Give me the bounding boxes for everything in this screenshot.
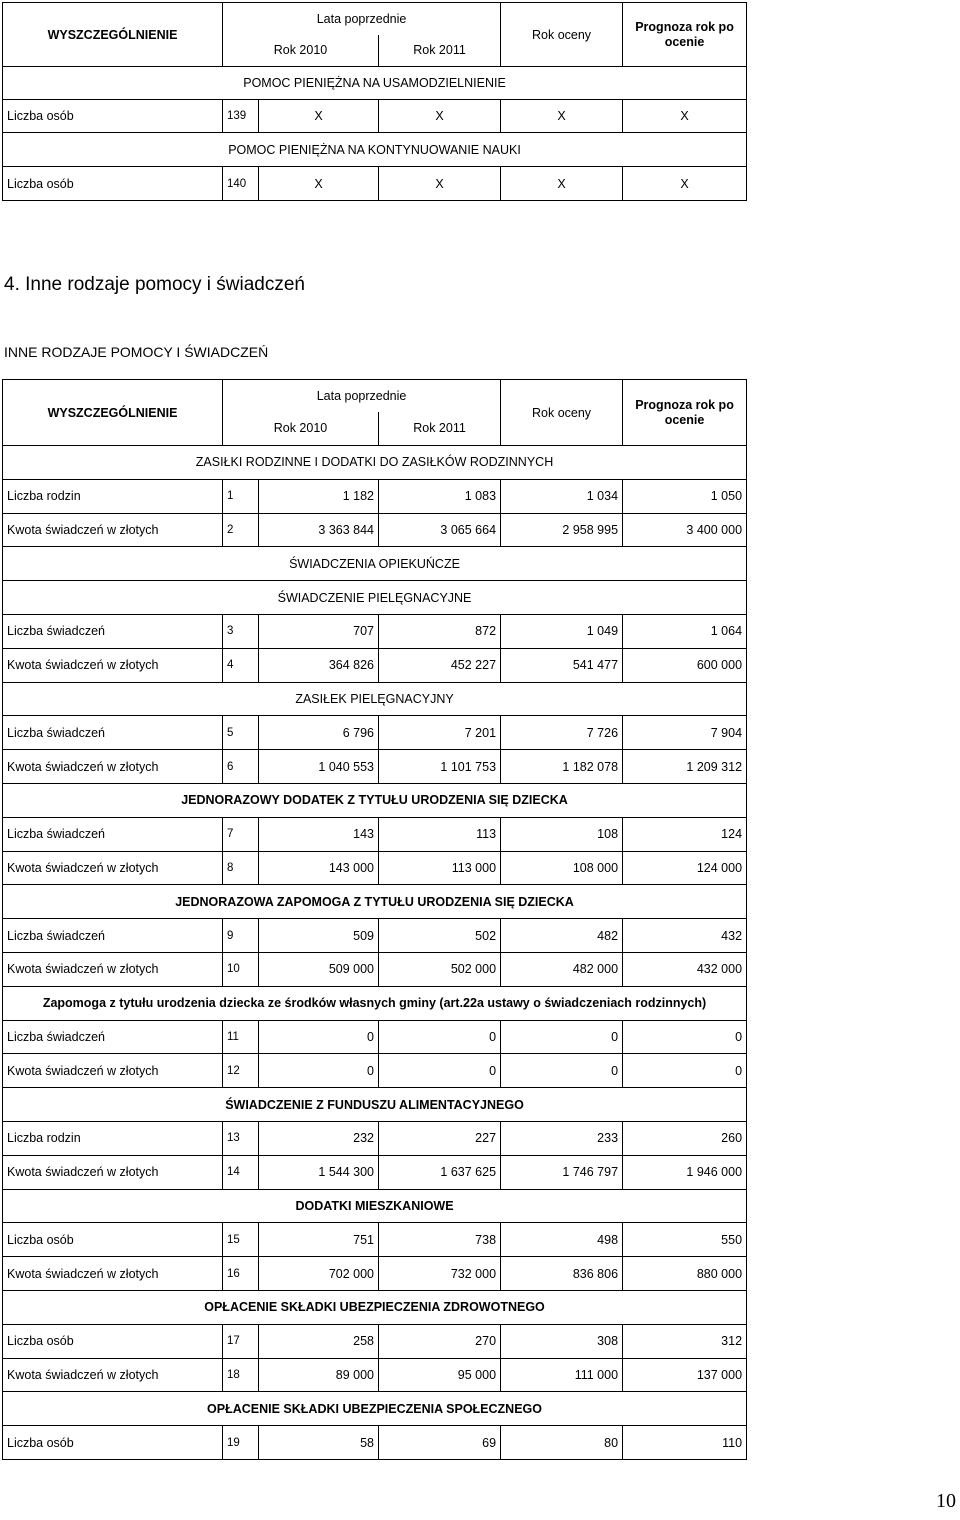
header-wyszczegolnienie: WYSZCZEGÓLNIENIE <box>3 3 223 67</box>
section-title: Zapomoga z tytułu urodzenia dziecka ze środków własnych gminy (art.22a ustawy o świadczeniach rodzinnych) <box>3 986 747 1020</box>
row-number: 9 <box>223 919 259 953</box>
cell-rok-2010: 509 <box>259 919 379 953</box>
section-title: JEDNORAZOWA ZAPOMOGA Z TYTUŁU URODZENIA SIĘ DZIECKA <box>3 885 747 919</box>
cell-rok-2011: X <box>379 167 501 201</box>
cell-rok-oceny: 0 <box>501 1054 623 1088</box>
cell-prognoza: 124 000 <box>623 851 747 885</box>
cell-rok-2011: 872 <box>379 614 501 648</box>
cell-rok-oceny: 7 726 <box>501 716 623 750</box>
row-label: Kwota świadczeń w złotych <box>3 513 223 547</box>
table-inne-rodzaje-pomocy <box>2 379 747 1460</box>
row-number: 3 <box>223 614 259 648</box>
cell-rok-2010: 364 826 <box>259 648 379 682</box>
cell-rok-2010: 1 040 553 <box>259 750 379 784</box>
table-row <box>3 100 747 133</box>
row-label: Liczba świadczeń <box>3 716 223 750</box>
row-label: Kwota świadczeń w złotych <box>3 648 223 682</box>
row-number: 6 <box>223 750 259 784</box>
cell-rok-2011: 69 <box>379 1426 501 1460</box>
cell-rok-oceny: 836 806 <box>501 1257 623 1291</box>
table-row <box>3 614 747 648</box>
cell-prognoza: 260 <box>623 1121 747 1155</box>
cell-rok-2010: X <box>259 167 379 201</box>
row-label: Kwota świadczeń w złotych <box>3 750 223 784</box>
row-number: 12 <box>223 1054 259 1088</box>
row-number: 1 <box>223 479 259 513</box>
cell-prognoza: 1 064 <box>623 614 747 648</box>
cell-rok-2010: 509 000 <box>259 952 379 986</box>
row-label: Liczba osób <box>3 167 223 201</box>
cell-rok-2010: X <box>259 100 379 133</box>
section-title: ZASIŁEK PIELĘGNACYJNY <box>3 682 747 716</box>
cell-prognoza: 1 209 312 <box>623 750 747 784</box>
table-row <box>3 1324 747 1358</box>
row-number: 5 <box>223 716 259 750</box>
row-label: Liczba świadczeń <box>3 817 223 851</box>
section-title: ŚWIADCZENIE Z FUNDUSZU ALIMENTACYJNEGO <box>3 1088 747 1122</box>
table-row <box>3 1358 747 1392</box>
table-row <box>3 479 747 513</box>
header-rok-2010: Rok 2010 <box>223 35 379 67</box>
cell-rok-2010: 0 <box>259 1054 379 1088</box>
cell-prognoza: 110 <box>623 1426 747 1460</box>
cell-prognoza: 137 000 <box>623 1358 747 1392</box>
row-label: Liczba osób <box>3 1324 223 1358</box>
cell-rok-oceny: 111 000 <box>501 1358 623 1392</box>
row-label: Kwota świadczeń w złotych <box>3 1358 223 1392</box>
table-row <box>3 919 747 953</box>
section-title: OPŁACENIE SKŁADKI UBEZPIECZENIA ZDROWOTNEGO <box>3 1290 747 1324</box>
row-number: 19 <box>223 1426 259 1460</box>
cell-prognoza: 432 <box>623 919 747 953</box>
row-number: 15 <box>223 1223 259 1257</box>
cell-rok-2011: 452 227 <box>379 648 501 682</box>
row-number: 16 <box>223 1257 259 1291</box>
cell-rok-2010: 143 000 <box>259 851 379 885</box>
cell-prognoza: 1 946 000 <box>623 1155 747 1189</box>
section-title: ZASIŁKI RODZINNE I DODATKI DO ZASIŁKÓW RODZINNYCH <box>3 446 747 480</box>
row-label: Liczba świadczeń <box>3 1020 223 1054</box>
row-label: Kwota świadczeń w złotych <box>3 1155 223 1189</box>
cell-rok-2011: 1 101 753 <box>379 750 501 784</box>
row-number: 11 <box>223 1020 259 1054</box>
cell-rok-2010: 89 000 <box>259 1358 379 1392</box>
section-title: OPŁACENIE SKŁADKI UBEZPIECZENIA SPOŁECZNEGO <box>3 1392 747 1426</box>
cell-rok-2010: 751 <box>259 1223 379 1257</box>
row-number: 2 <box>223 513 259 547</box>
cell-rok-2010: 1 544 300 <box>259 1155 379 1189</box>
cell-prognoza: 880 000 <box>623 1257 747 1291</box>
cell-rok-oceny: 482 000 <box>501 952 623 986</box>
table-row <box>3 1155 747 1189</box>
cell-rok-2011: 3 065 664 <box>379 513 501 547</box>
row-number: 17 <box>223 1324 259 1358</box>
table-usamodzielnienie <box>2 2 747 201</box>
cell-rok-2010: 0 <box>259 1020 379 1054</box>
row-label: Liczba osób <box>3 1426 223 1460</box>
cell-rok-2011: 113 000 <box>379 851 501 885</box>
cell-rok-oceny: 1 182 078 <box>501 750 623 784</box>
cell-prognoza: 7 904 <box>623 716 747 750</box>
cell-rok-oceny: 108 <box>501 817 623 851</box>
cell-prognoza: 550 <box>623 1223 747 1257</box>
header-rok-2011: Rok 2011 <box>379 35 501 67</box>
row-label: Kwota świadczeń w złotych <box>3 1054 223 1088</box>
sub-heading: INNE RODZAJE POMOCY I ŚWIADCZEŃ <box>4 344 269 360</box>
cell-rok-2011: 502 000 <box>379 952 501 986</box>
table-row <box>3 952 747 986</box>
cell-rok-2011: 0 <box>379 1054 501 1088</box>
row-number: 8 <box>223 851 259 885</box>
cell-rok-oceny: 80 <box>501 1426 623 1460</box>
cell-rok-oceny: 541 477 <box>501 648 623 682</box>
cell-prognoza: X <box>623 100 747 133</box>
header-lata-poprzednie: Lata poprzednie <box>223 380 501 412</box>
cell-prognoza: 432 000 <box>623 952 747 986</box>
header-prognoza: Prognoza rok po ocenie <box>623 3 747 67</box>
row-label: Liczba rodzin <box>3 1121 223 1155</box>
header-rok-oceny: Rok oceny <box>501 3 623 67</box>
row-label: Liczba świadczeń <box>3 614 223 648</box>
table-row <box>3 750 747 784</box>
cell-rok-oceny: 1 746 797 <box>501 1155 623 1189</box>
table-row <box>3 817 747 851</box>
row-number: 13 <box>223 1121 259 1155</box>
cell-rok-2011: 1 083 <box>379 479 501 513</box>
header-rok-2010: Rok 2010 <box>223 412 379 446</box>
cell-rok-2010: 702 000 <box>259 1257 379 1291</box>
cell-rok-2010: 58 <box>259 1426 379 1460</box>
cell-rok-oceny: 0 <box>501 1020 623 1054</box>
cell-rok-oceny: 1 034 <box>501 479 623 513</box>
row-label: Liczba osób <box>3 100 223 133</box>
row-number: 140 <box>223 167 259 201</box>
cell-rok-2011: 738 <box>379 1223 501 1257</box>
cell-rok-2010: 1 182 <box>259 479 379 513</box>
cell-rok-2010: 232 <box>259 1121 379 1155</box>
row-number: 18 <box>223 1358 259 1392</box>
table-row <box>3 513 747 547</box>
row-label: Liczba rodzin <box>3 479 223 513</box>
section-title: DODATKI MIESZKANIOWE <box>3 1189 747 1223</box>
cell-prognoza: 0 <box>623 1054 747 1088</box>
cell-rok-2010: 143 <box>259 817 379 851</box>
row-number: 14 <box>223 1155 259 1189</box>
row-label: Kwota świadczeń w złotych <box>3 1257 223 1291</box>
cell-rok-2011: 502 <box>379 919 501 953</box>
table-row <box>3 167 747 201</box>
cell-rok-2011: 270 <box>379 1324 501 1358</box>
cell-rok-2011: 7 201 <box>379 716 501 750</box>
row-label: Kwota świadczeń w złotych <box>3 851 223 885</box>
row-number: 139 <box>223 100 259 133</box>
section-title: POMOC PIENIĘŻNA NA KONTYNUOWANIE NAUKI <box>3 133 747 167</box>
cell-rok-oceny: 1 049 <box>501 614 623 648</box>
cell-rok-oceny: 233 <box>501 1121 623 1155</box>
cell-rok-2010: 258 <box>259 1324 379 1358</box>
cell-rok-2011: 113 <box>379 817 501 851</box>
cell-rok-oceny: X <box>501 167 623 201</box>
table-row <box>3 1257 747 1291</box>
header-prognoza: Prognoza rok po ocenie <box>623 380 747 446</box>
cell-prognoza: 1 050 <box>623 479 747 513</box>
row-label: Kwota świadczeń w złotych <box>3 952 223 986</box>
table-row <box>3 1054 747 1088</box>
cell-rok-2010: 707 <box>259 614 379 648</box>
table-row <box>3 1020 747 1054</box>
section-title: POMOC PIENIĘŻNA NA USAMODZIELNIENIE <box>3 67 747 100</box>
row-label: Liczba świadczeń <box>3 919 223 953</box>
cell-prognoza: 312 <box>623 1324 747 1358</box>
header-wyszczegolnienie: WYSZCZEGÓLNIENIE <box>3 380 223 446</box>
section-title: ŚWIADCZENIE PIELĘGNACYJNE <box>3 581 747 615</box>
table-row <box>3 1121 747 1155</box>
cell-prognoza: 3 400 000 <box>623 513 747 547</box>
cell-rok-2010: 3 363 844 <box>259 513 379 547</box>
cell-prognoza: 600 000 <box>623 648 747 682</box>
cell-rok-oceny: X <box>501 100 623 133</box>
cell-rok-2011: X <box>379 100 501 133</box>
row-number: 7 <box>223 817 259 851</box>
cell-rok-2011: 1 637 625 <box>379 1155 501 1189</box>
row-number: 4 <box>223 648 259 682</box>
cell-prognoza: X <box>623 167 747 201</box>
cell-rok-2010: 6 796 <box>259 716 379 750</box>
table-row <box>3 716 747 750</box>
row-label: Liczba osób <box>3 1223 223 1257</box>
cell-prognoza: 0 <box>623 1020 747 1054</box>
row-number: 10 <box>223 952 259 986</box>
header-rok-2011: Rok 2011 <box>379 412 501 446</box>
section-heading: 4. Inne rodzaje pomocy i świadczeń <box>4 274 305 295</box>
cell-rok-oceny: 2 958 995 <box>501 513 623 547</box>
cell-rok-oceny: 498 <box>501 1223 623 1257</box>
header-rok-oceny: Rok oceny <box>501 380 623 446</box>
cell-rok-2011: 227 <box>379 1121 501 1155</box>
section-title: ŚWIADCZENIA OPIEKUŃCZE <box>3 547 747 581</box>
cell-rok-2011: 95 000 <box>379 1358 501 1392</box>
table-row <box>3 1223 747 1257</box>
cell-rok-2011: 732 000 <box>379 1257 501 1291</box>
cell-prognoza: 124 <box>623 817 747 851</box>
cell-rok-oceny: 108 000 <box>501 851 623 885</box>
section-title: JEDNORAZOWY DODATEK Z TYTUŁU URODZENIA SIĘ DZIECKA <box>3 783 747 817</box>
header-lata-poprzednie: Lata poprzednie <box>223 3 501 35</box>
page-number: 10 <box>936 1490 956 1512</box>
cell-rok-oceny: 482 <box>501 919 623 953</box>
table-row <box>3 851 747 885</box>
cell-rok-oceny: 308 <box>501 1324 623 1358</box>
cell-rok-2011: 0 <box>379 1020 501 1054</box>
table-row <box>3 1426 747 1460</box>
table-row <box>3 648 747 682</box>
